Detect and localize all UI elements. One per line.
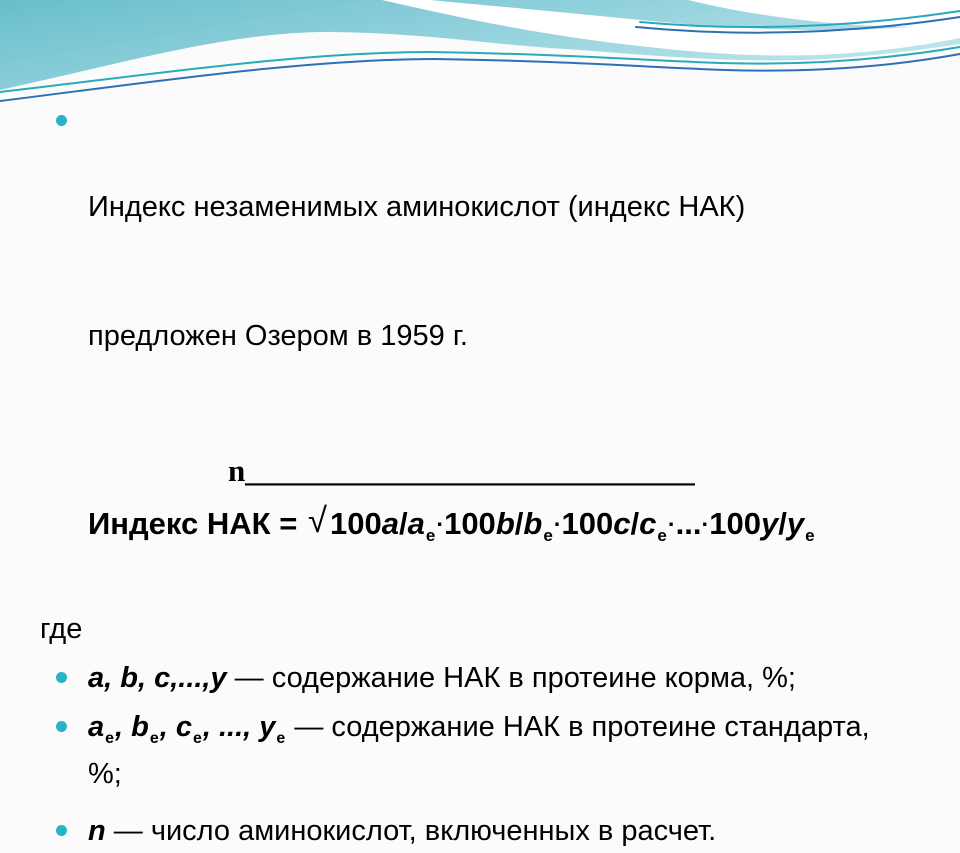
slide-content — [40, 100, 925, 853]
def-var: a — [88, 711, 105, 743]
formula-var: b — [495, 506, 515, 541]
formula-subscript: e — [657, 526, 667, 546]
def-ellipsis: , ..., — [202, 711, 260, 743]
bullet-icon — [56, 721, 67, 732]
intro-line-2: предложен Озером в 1959 г. — [88, 320, 468, 352]
bullet-item-definition — [40, 706, 925, 796]
formula-term: 100 — [329, 506, 382, 541]
formula-label: Индекс НАК = — [88, 506, 306, 541]
formula-slash: / — [398, 506, 408, 541]
formula-term: 100 — [709, 506, 761, 541]
multiplication-dot: · — [701, 510, 710, 537]
def-var: b — [131, 711, 149, 743]
formula-subscript: e — [805, 526, 815, 546]
def-var: y — [259, 711, 276, 743]
radical-vinculum: _____________________________ — [245, 453, 695, 488]
formula-slash: / — [630, 506, 640, 541]
formula-term: 100 — [444, 506, 496, 541]
def-subscript: e — [105, 729, 115, 747]
def-description: — содержание НАК в протеине стандарта, %; — [88, 711, 878, 790]
formula-var: a — [407, 506, 425, 541]
formula-var: y — [786, 506, 805, 541]
bullet-item-definition — [40, 810, 925, 853]
formula-line — [40, 500, 925, 552]
def-var: n — [88, 815, 106, 847]
formula-slash: / — [514, 506, 524, 541]
def-comma: , — [115, 711, 132, 743]
def-comma: , — [159, 711, 176, 743]
def-subscript: e — [276, 729, 286, 747]
radical-sign: √ — [307, 502, 327, 541]
radical-index-line — [40, 452, 925, 490]
def-var: c — [175, 711, 192, 743]
formula-subscript: e — [543, 526, 553, 546]
def-subscript: e — [149, 729, 159, 747]
bullet-item-definition — [40, 657, 925, 700]
definition-text — [88, 810, 888, 853]
bullet-icon — [56, 115, 67, 126]
formula-ellipsis: ... — [675, 506, 702, 541]
def-description: — число аминокислот, включенных в расчет. — [105, 815, 717, 847]
definition-text — [88, 706, 888, 796]
bullet-icon — [56, 672, 67, 683]
multiplication-dot: · — [667, 510, 676, 537]
definition-text — [88, 657, 888, 700]
multiplication-dot: · — [436, 510, 445, 537]
where-label: где — [40, 613, 83, 645]
multiplication-dot: · — [553, 510, 562, 537]
bullet-item-intro — [40, 100, 925, 444]
formula-term: 100 — [561, 506, 614, 541]
intro-text — [88, 100, 888, 444]
wave-accent-line-blue — [0, 54, 960, 101]
formula-var: y — [760, 506, 779, 541]
intro-line-1: Индекс незаменимых аминокислот (индекс НАК) — [88, 191, 746, 223]
formula-var: b — [523, 506, 543, 541]
formula-slash: / — [778, 506, 787, 541]
def-variables: a, b, c,...,y — [88, 662, 227, 694]
formula-var: a — [381, 506, 399, 541]
formula-var: c — [613, 506, 631, 541]
def-subscript: e — [193, 729, 202, 747]
def-description: — содержание НАК в протеине корма, %; — [226, 662, 796, 694]
formula-subscript: e — [425, 526, 436, 546]
bullet-icon — [56, 825, 67, 836]
formula-var: c — [639, 506, 657, 541]
radical-index-n: n — [228, 453, 246, 488]
